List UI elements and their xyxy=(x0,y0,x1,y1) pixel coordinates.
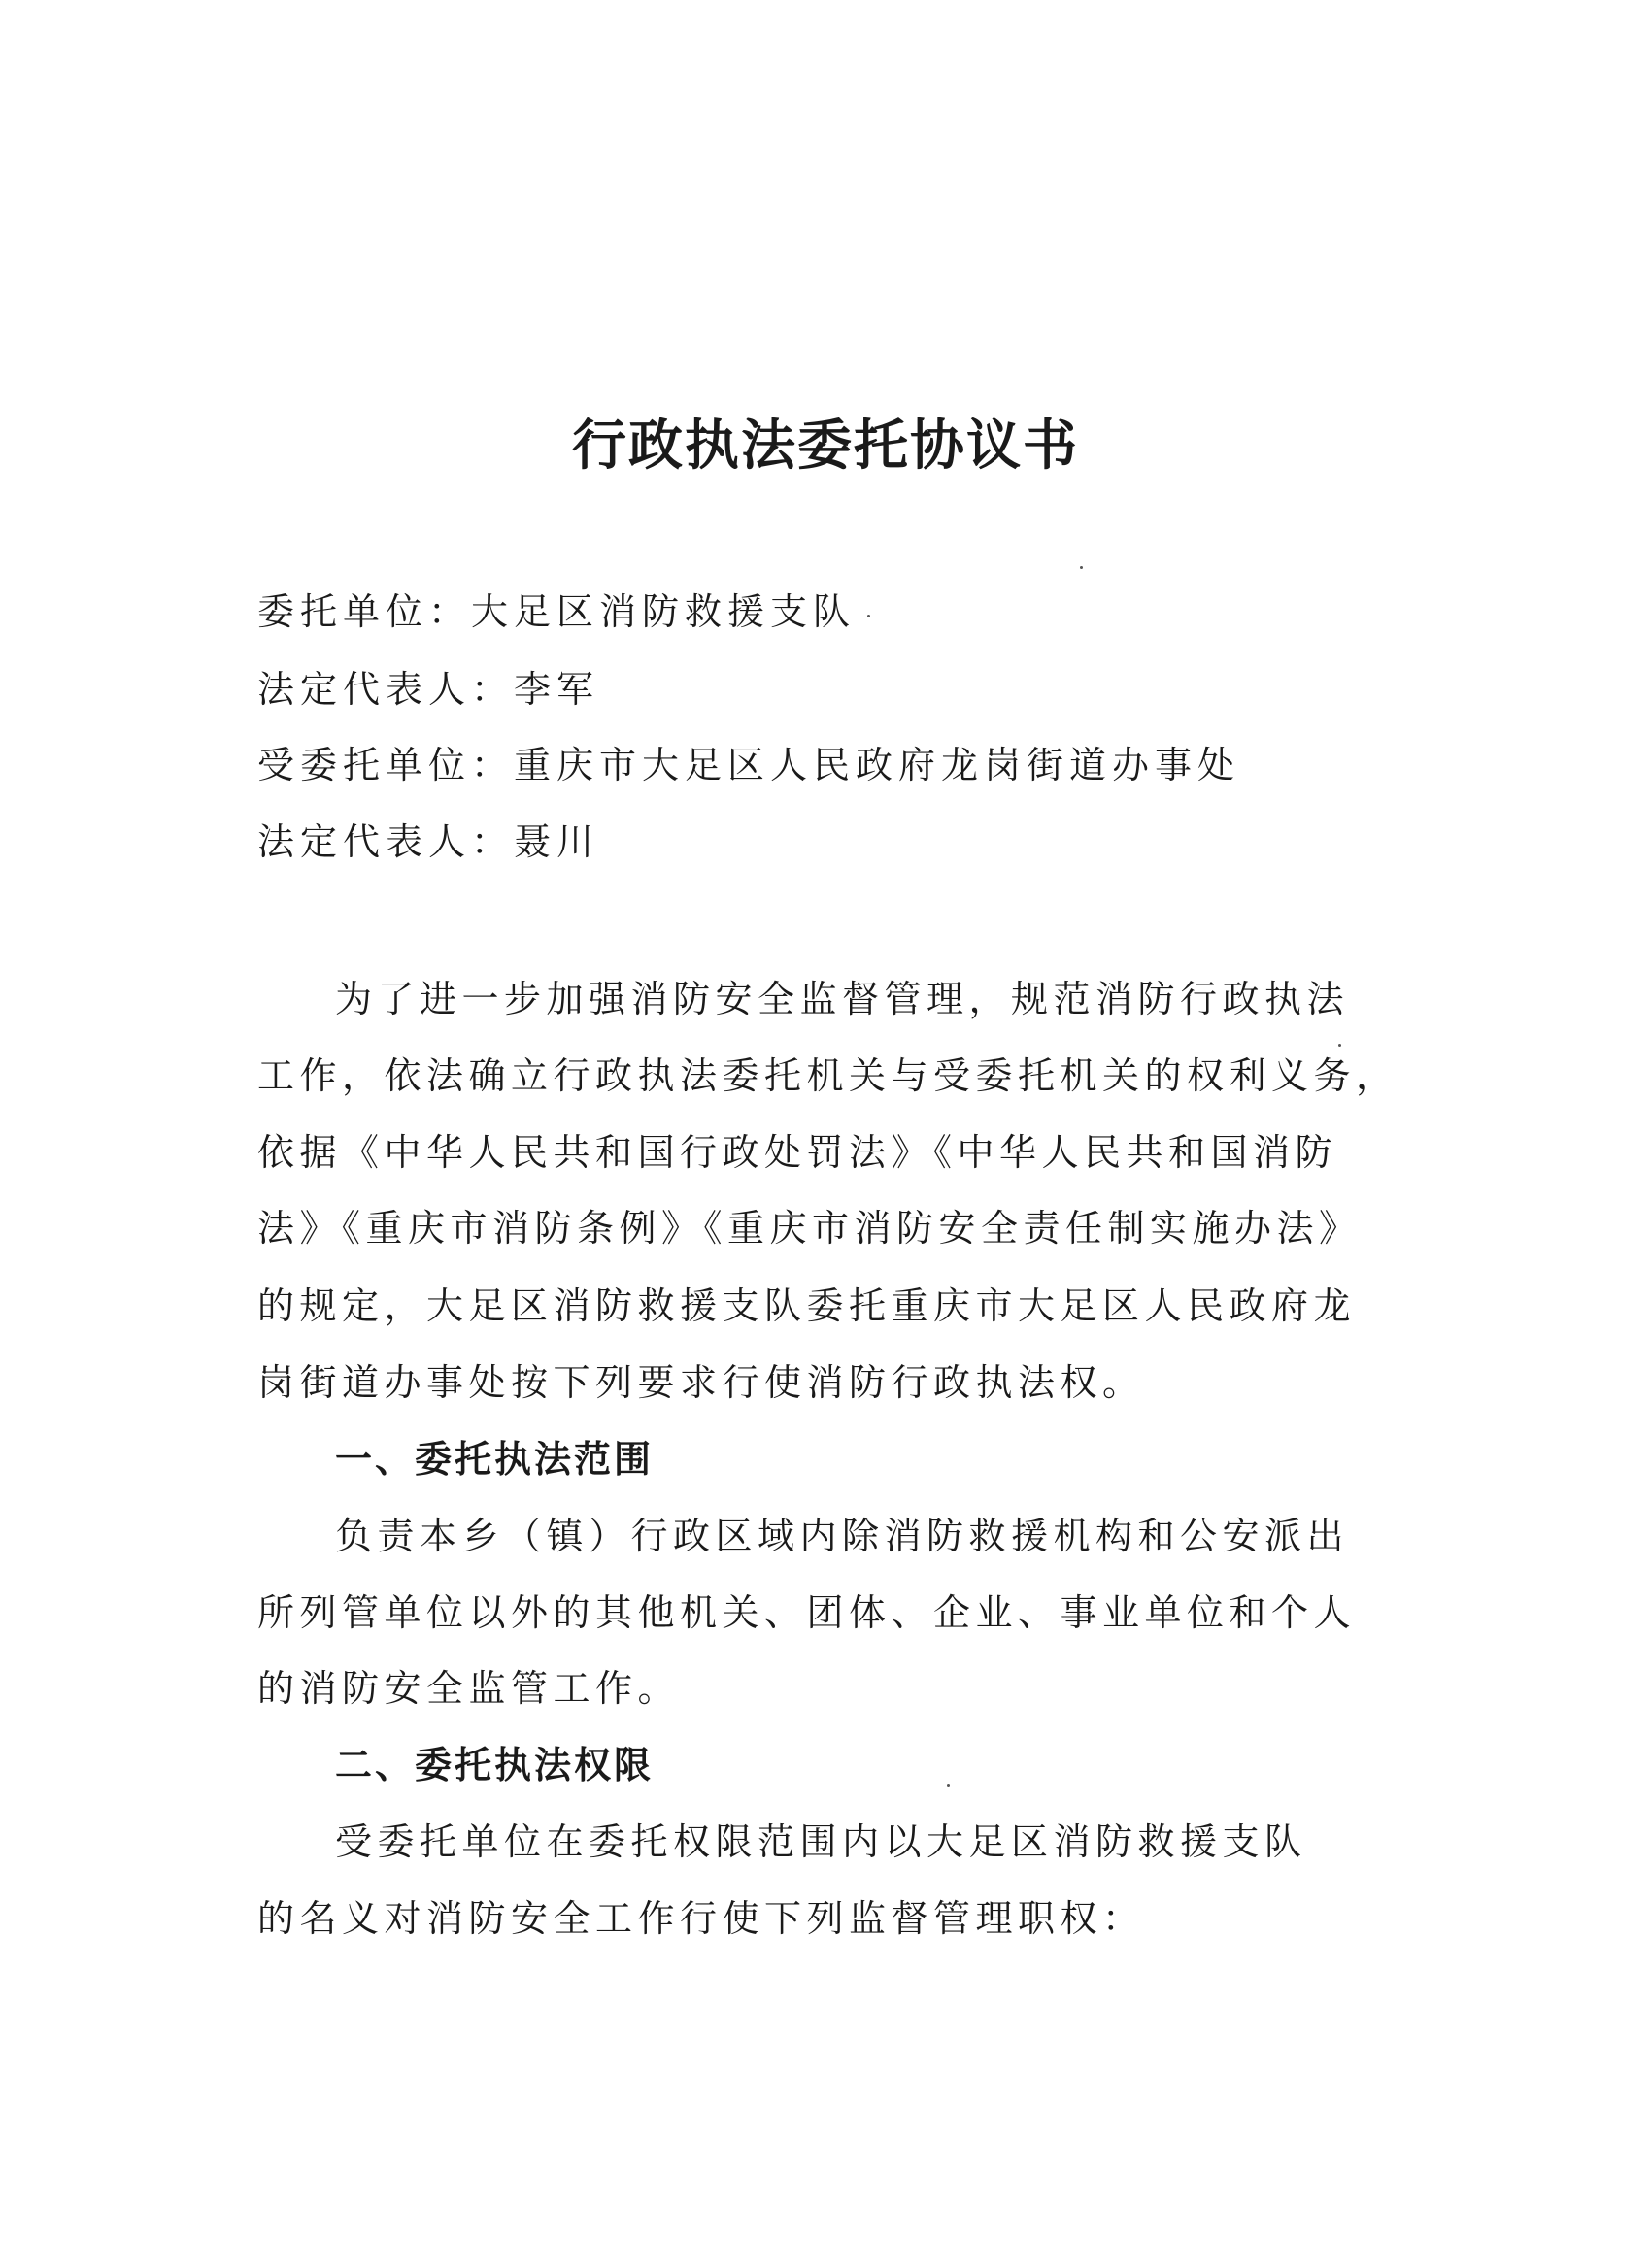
intro-line: 依据《中华人民共和国行政处罚法》《中华人民共和国消防 xyxy=(257,1131,1338,1174)
entrusted-legal-rep: 法定代表人：聂川 xyxy=(257,820,600,863)
section1-line: 的消防安全监管工作。 xyxy=(257,1667,681,1710)
entrusted-party: 受委托单位：重庆市大足区人民政府龙岗街道办事处 xyxy=(257,744,1241,786)
document-title: 行政执法委托协议书 xyxy=(572,415,1079,478)
section1-line: 负责本乡（镇）行政区域内除消防救援机构和公安派出 xyxy=(335,1515,1350,1557)
intro-line: 工作，依法确立行政执法委托机关与受委托机关的权利义务， xyxy=(257,1054,1398,1097)
scan-speck xyxy=(947,1784,950,1787)
intro-line: 的规定，大足区消防救援支队委托重庆市大足区人民政府龙 xyxy=(257,1284,1357,1327)
entrusting-party: 委托单位：大足区消防救援支队 xyxy=(257,590,857,633)
intro-line: 岗街道办事处按下列要求行使消防行政执法权。 xyxy=(257,1361,1145,1404)
scan-speck xyxy=(1080,566,1083,569)
section2-line: 的名义对消防安全工作行使下列监督管理职权： xyxy=(257,1897,1145,1940)
section1-heading: 一、委托执法范围 xyxy=(335,1438,655,1481)
intro-line: 为了进一步加强消防安全监督管理，规范消防行政执法 xyxy=(335,978,1350,1020)
scan-speck xyxy=(1338,1044,1341,1047)
intro-line: 法》《重庆市消防条例》《重庆市消防安全责任制实施办法》 xyxy=(257,1207,1362,1250)
section1-line: 所列管单位以外的其他机关、团体、企业、事业单位和个人 xyxy=(257,1591,1357,1634)
section2-line: 受委托单位在委托权限范围内以大足区消防救援支队 xyxy=(335,1820,1307,1863)
scan-speck xyxy=(867,615,870,617)
entrusting-legal-rep: 法定代表人：李军 xyxy=(257,668,600,711)
section2-heading: 二、委托执法权限 xyxy=(335,1744,655,1786)
